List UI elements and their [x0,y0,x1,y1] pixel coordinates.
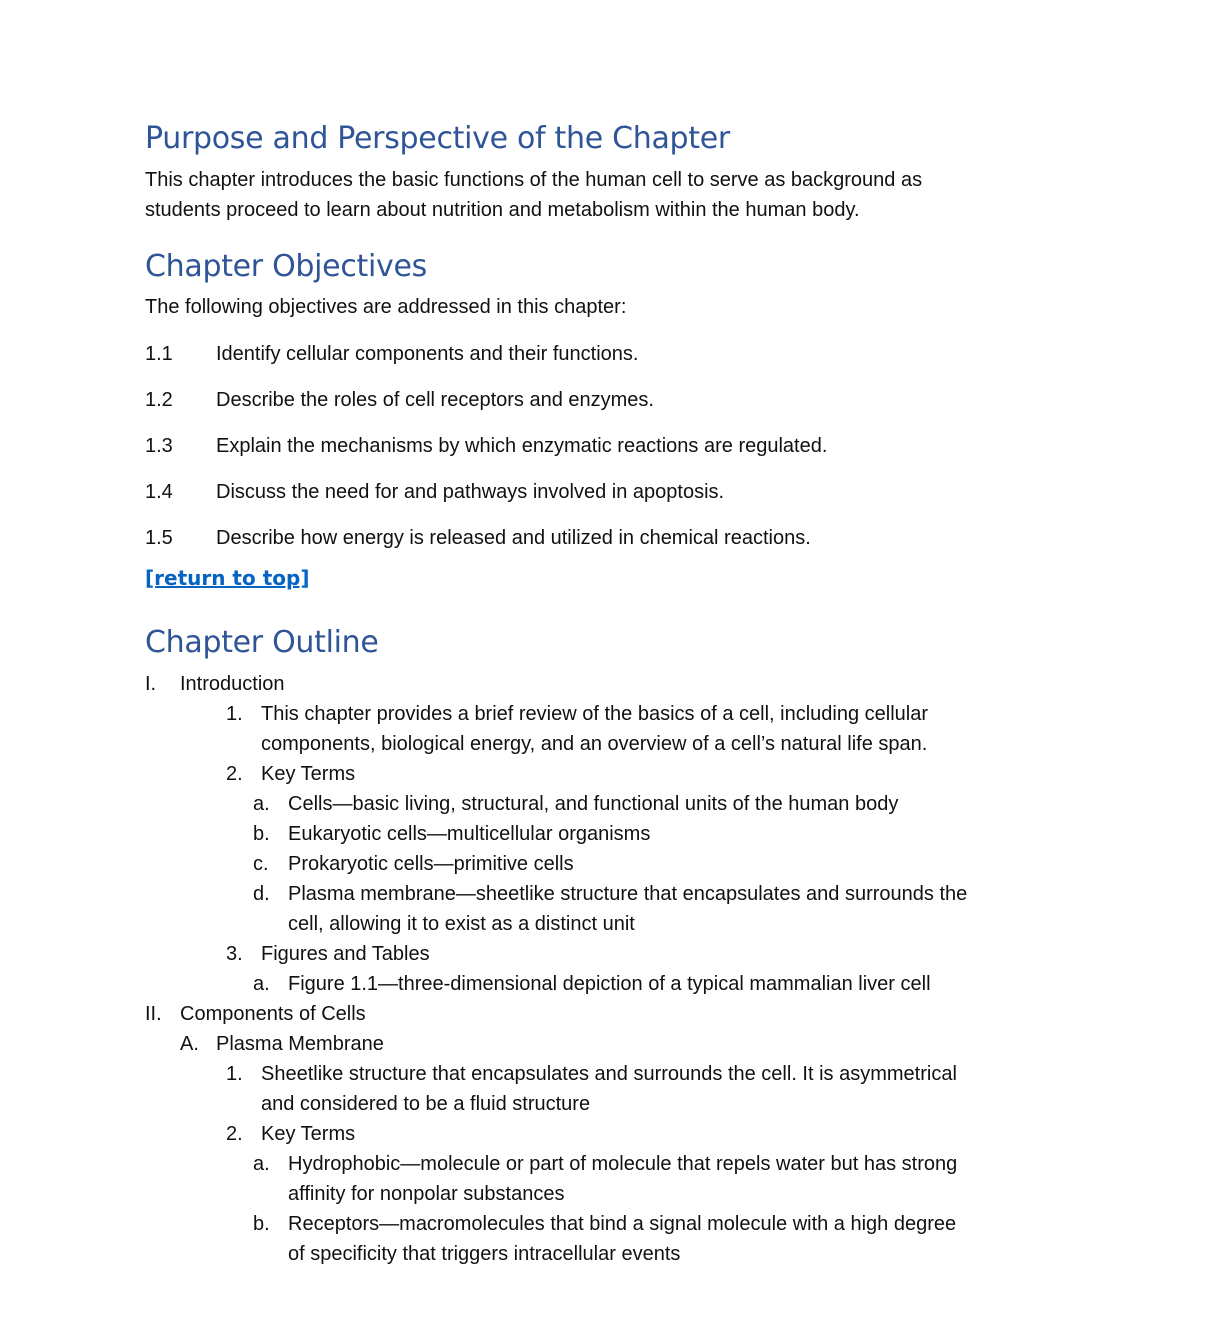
outline-text: Key Terms [261,1123,356,1145]
purpose-line: students proceed to learn about nutrition and metabolism within the human body. [145,199,860,221]
return-to-top-link[interactable]: [return to top] [145,566,310,590]
outline-marker: 2. [226,763,243,785]
outline-continuation: cell, allowing it to exist as a distinct unit [288,913,635,935]
outline-text: Components of Cells [180,1003,366,1025]
outline-marker: a. [253,1153,270,1175]
outline-marker: 1. [226,703,243,725]
outline-marker: 1. [226,1063,243,1085]
outline-text: Sheetlike structure that encapsulates and surrounds the cell. It is asymmetrical [261,1063,957,1085]
objectives-heading: Chapter Objectives [145,249,427,284]
purpose-paragraph [145,165,1085,225]
objective-number: 1.3 [145,435,173,457]
outline-marker: c. [253,853,269,875]
objective-number: 1.5 [145,527,173,549]
outline-text: Receptors—macromolecules that bind a signal molecule with a high degree [288,1213,957,1235]
outline-continuation: and considered to be a fluid structure [261,1093,591,1115]
outline-marker: 3. [226,943,243,965]
objective-text: Explain the mechanisms by which enzymatic reactions are regulated. [216,435,828,457]
objective-text: Describe the roles of cell receptors and enzymes. [216,389,654,411]
objective-number: 1.2 [145,389,173,411]
outline-marker: b. [253,823,270,845]
outline-continuation: of specificity that triggers intracellular events [288,1243,681,1265]
outline-text: This chapter provides a brief review of the basics of a cell, including cellular [261,703,928,725]
outline-continuation: components, biological energy, and an overview of a cell’s natural life span. [261,733,928,755]
outline-marker: d. [253,883,270,905]
outline-marker: a. [253,973,270,995]
purpose-line: This chapter introduces the basic functions of the human cell to serve as background as [145,169,923,191]
objective-text: Describe how energy is released and utilized in chemical reactions. [216,527,811,549]
outline-text: Plasma Membrane [216,1033,384,1055]
outline-text: Prokaryotic cells—primitive cells [288,853,574,875]
outline-marker: 2. [226,1123,243,1145]
outline-text: Cells—basic living, structural, and functional units of the human body [288,793,899,815]
outline-text: Hydrophobic—molecule or part of molecule that repels water but has strong [288,1153,958,1175]
outline-marker: I. [145,673,157,695]
outline-continuation: affinity for nonpolar substances [288,1183,565,1205]
purpose-heading: Purpose and Perspective of the Chapter [145,121,730,156]
outline-heading: Chapter Outline [145,625,379,660]
objective-number: 1.4 [145,481,173,503]
objective-text: Discuss the need for and pathways involved in apoptosis. [216,481,725,503]
outline-marker: b. [253,1213,270,1235]
outline-text: Key Terms [261,763,356,785]
outline-text: Figures and Tables [261,943,430,965]
outline-marker: a. [253,793,270,815]
objective-text: Identify cellular components and their functions. [216,343,639,365]
objective-number: 1.1 [145,343,173,365]
objectives-intro: The following objectives are addressed in this chapter: [145,296,627,318]
outline-marker: A. [180,1033,199,1055]
outline-text: Introduction [180,673,285,695]
outline-text: Figure 1.1—three-dimensional depiction of a typical mammalian liver cell [288,973,931,995]
outline-text: Eukaryotic cells—multicellular organisms [288,823,651,845]
outline-text: Plasma membrane—sheetlike structure that encapsulates and surrounds the [288,883,968,905]
outline-marker: II. [145,1003,162,1025]
